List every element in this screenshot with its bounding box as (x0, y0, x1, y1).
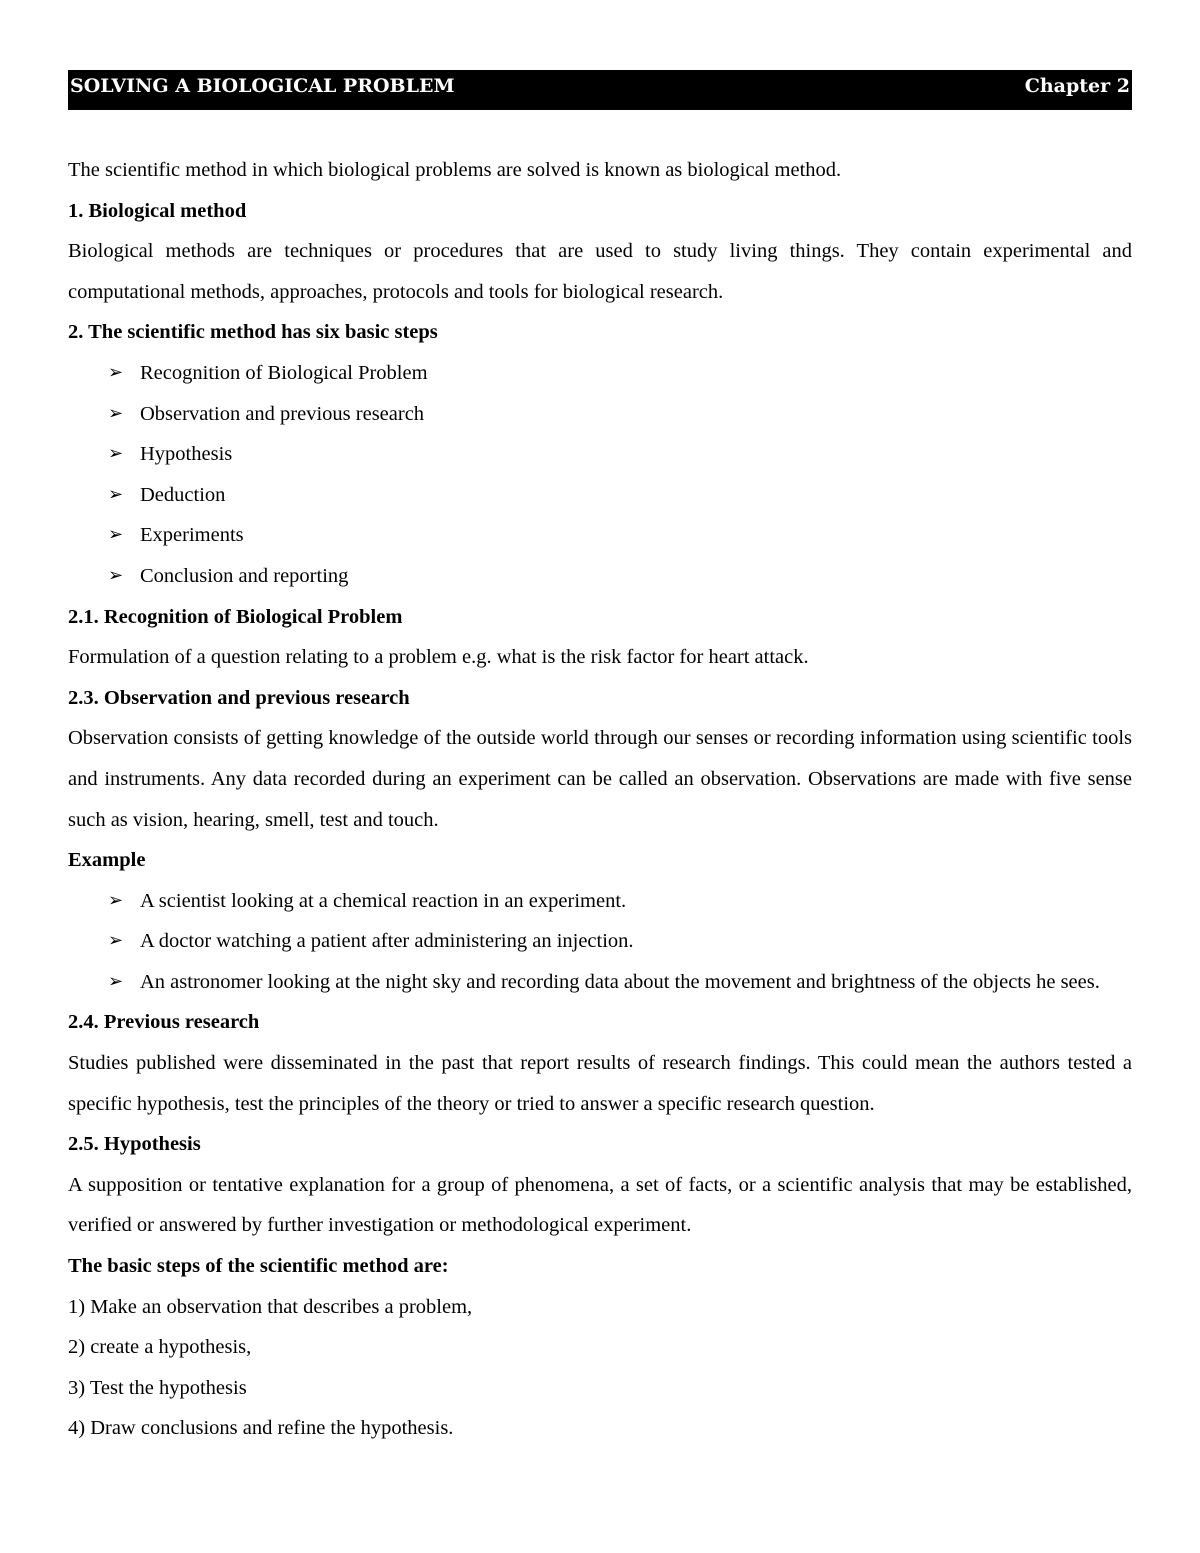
example-heading: Example (68, 849, 146, 872)
basic-steps-heading: The basic steps of the scientific method are: (68, 1255, 449, 1278)
chapter-number: Chapter 2 (1024, 75, 1130, 97)
section-2-4-body: Studies published were disseminated in the past that report results of research findings. This could mean the authors tested a specific hypothesis, test the principles of the theory or tried to answer a specific research question. (68, 1052, 1132, 1115)
intro-paragraph: The scientific method in which biological problems are solved is known as biological method. (68, 159, 842, 181)
list-item: ➢ Conclusion and reporting (108, 556, 1132, 597)
section-2-5-body: A supposition or tentative explanation for a group of phenomena, a set of facts, or a scientific analysis that may be established, verified or answered by further investigation or methodological experiment. (68, 1173, 1132, 1237)
section-2-1-body: Formulation of a question relating to a problem e.g. what is the risk factor for heart attack. (68, 646, 809, 669)
section-2-5-heading: 2.5. Hypothesis (68, 1133, 201, 1156)
list-item: ➢ A scientist looking at a chemical reaction in an experiment. (108, 881, 1132, 922)
list-item: ➢ Deduction (108, 475, 1132, 516)
list-item: ➢ Hypothesis (108, 434, 1132, 475)
list-item: ➢ A doctor watching a patient after administering an injection. (108, 921, 1132, 962)
arrowhead-bullet-icon: ➢ (108, 443, 124, 465)
arrowhead-bullet-icon: ➢ (108, 483, 124, 505)
basic-step-item: 3) Test the hypothesis (68, 1376, 247, 1399)
chapter-title: SOLVING A BIOLOGICAL PROBLEM (70, 75, 455, 97)
list-item: ➢ Observation and previous research (108, 394, 1132, 435)
arrowhead-bullet-icon: ➢ (108, 930, 124, 952)
basic-step-item: 2) create a hypothesis, (68, 1336, 252, 1359)
section-2-1-heading: 2.1. Recognition of Biological Problem (68, 605, 403, 628)
list-item: ➢ Experiments (108, 515, 1132, 556)
arrowhead-bullet-icon: ➢ (108, 970, 124, 992)
six-steps-list (68, 353, 1132, 597)
basic-step-item: 1) Make an observation that describes a problem, (68, 1295, 473, 1318)
arrowhead-bullet-icon: ➢ (108, 361, 124, 383)
chapter-header-bar (68, 70, 1132, 110)
list-item: ➢ Recognition of Biological Problem (108, 353, 1132, 394)
document-page (68, 70, 1132, 1449)
arrowhead-bullet-icon: ➢ (108, 402, 124, 424)
list-item: ➢ An astronomer looking at the night sky and recording data about the movement and brightness of the objects he sees. (108, 962, 1132, 1003)
section-1-heading: 1. Biological method (68, 199, 247, 222)
arrowhead-bullet-icon: ➢ (108, 889, 124, 911)
arrowhead-bullet-icon: ➢ (108, 524, 124, 546)
document-body (68, 150, 1132, 1449)
section-1-body: Biological methods are techniques or procedures that are used to study living things. They contain experimental and computational methods, approaches, protocols and tools for biological research. (68, 240, 1132, 303)
example-list (68, 881, 1132, 1003)
section-2-3-heading: 2.3. Observation and previous research (68, 686, 410, 709)
section-2-heading: 2. The scientific method has six basic steps (68, 321, 438, 344)
section-2-3-body: Observation consists of getting knowledge of the outside world through our senses or recording information using scientific tools and instruments. Any data recorded during an experiment can be called an observation. Observations are made with five sense such as vision, hearing, smell, test and touch. (68, 727, 1132, 831)
arrowhead-bullet-icon: ➢ (108, 564, 124, 586)
section-2-4-heading: 2.4. Previous research (68, 1011, 260, 1034)
basic-step-item: 4) Draw conclusions and refine the hypothesis. (68, 1417, 454, 1440)
